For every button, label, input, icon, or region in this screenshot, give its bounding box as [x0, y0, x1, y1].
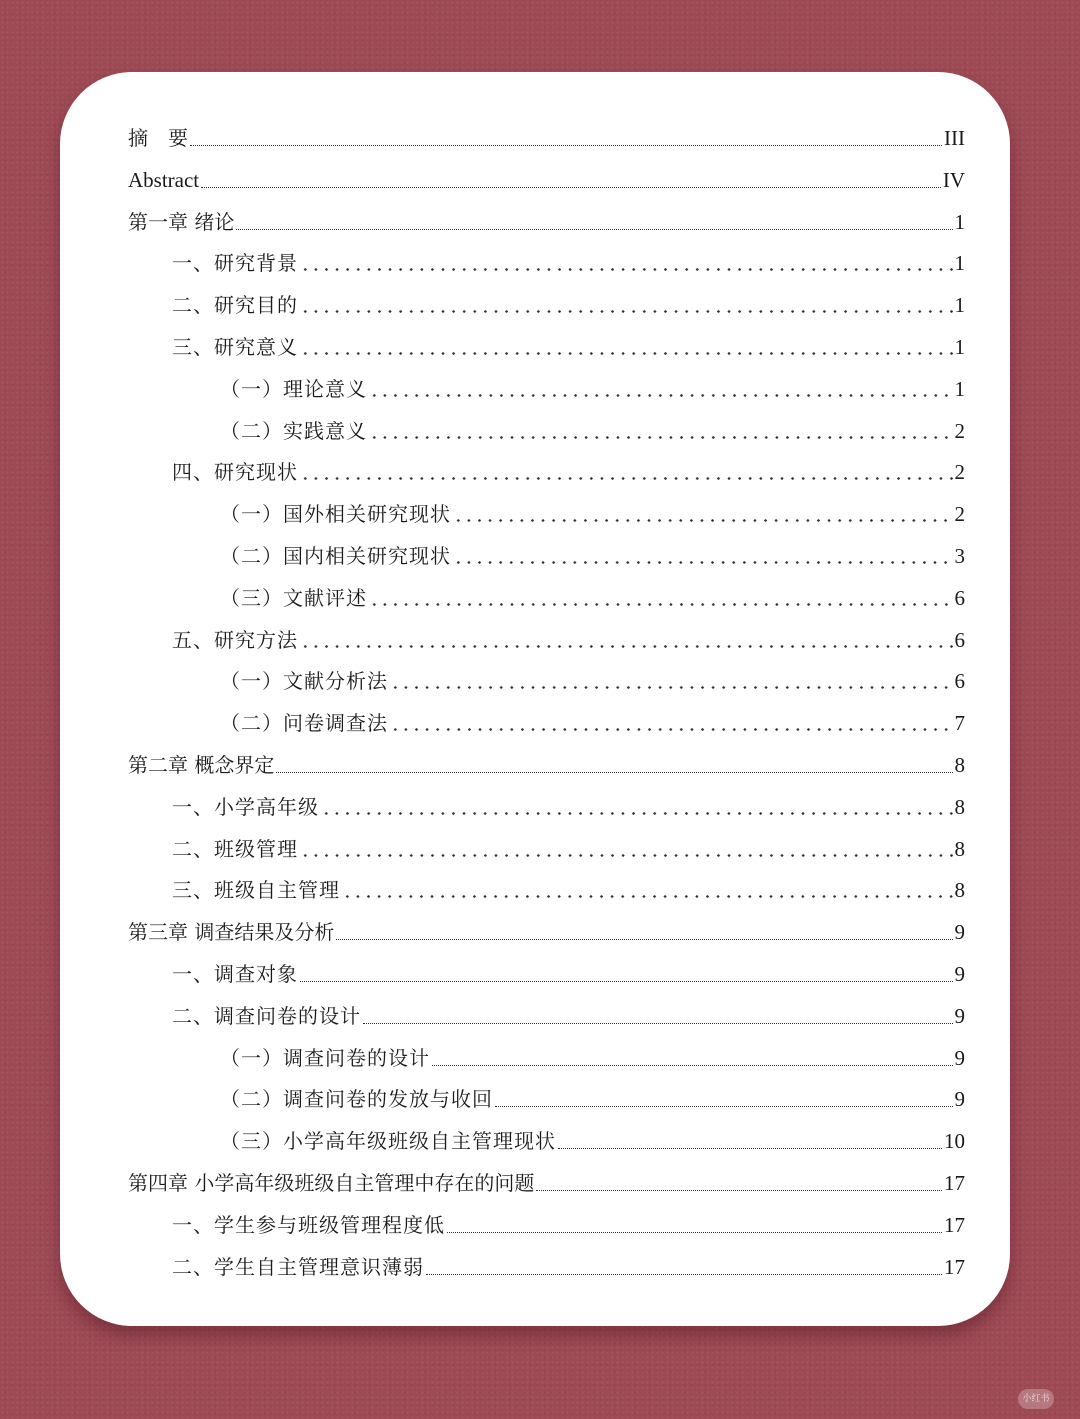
toc-entry-title: 第一章 绪论: [128, 209, 235, 234]
toc-entry-title: 一、研究背景: [172, 251, 298, 276]
toc-entry-title: 第四章 小学高年级班级自主管理中存在的问题: [128, 1171, 535, 1195]
toc-entry-title: Abstract: [128, 167, 200, 192]
toc-entry[interactable]: [128, 662, 965, 696]
toc-entry-page-number: 17: [944, 1212, 965, 1237]
toc-dot-leader: [453, 561, 953, 564]
toc-dot-leader: [236, 229, 952, 230]
toc-entry-page-number: 2: [954, 502, 965, 527]
toc-dot-leader: [342, 895, 953, 898]
toc-entry[interactable]: [128, 161, 965, 195]
toc-entry-page-number: 3: [954, 544, 965, 568]
toc-entry[interactable]: [128, 1164, 965, 1198]
toc-entry[interactable]: [128, 788, 965, 822]
toc-entry-page-number: 8: [954, 794, 965, 819]
toc-entry[interactable]: [128, 453, 965, 487]
toc-entry-title: （二）实践意义: [220, 418, 367, 443]
toc-entry-title: （三）文献评述: [220, 585, 367, 610]
toc-entry-page-number: 8: [954, 878, 965, 903]
toc-entry[interactable]: [128, 1248, 965, 1282]
toc-entry-page-number: 6: [954, 669, 965, 694]
toc-dot-leader: [447, 1232, 942, 1233]
toc-entry[interactable]: [128, 621, 965, 655]
toc-entry-title: （一）调查问卷的设计: [220, 1045, 430, 1070]
toc-dot-leader: [321, 812, 953, 815]
toc-entry-page-number: 1: [954, 251, 965, 276]
toc-entry-page-number: 9: [954, 920, 965, 945]
toc-entry-page-number: 10: [944, 1129, 965, 1154]
toc-entry-title: （一）理论意义: [220, 376, 367, 401]
toc-entry-title: （二）调查问卷的发放与收回: [220, 1087, 493, 1112]
toc-entry-title: 二、调查问卷的设计: [172, 1003, 361, 1028]
toc-dot-leader: [300, 477, 953, 480]
toc-entry-title: （一）国外相关研究现状: [220, 502, 451, 527]
toc-dot-leader: [369, 603, 953, 606]
toc-entry-page-number: III: [944, 126, 965, 150]
toc-entry-page-number: 1: [954, 209, 965, 234]
toc-dot-leader: [300, 352, 953, 355]
toc-entry-page-number: 6: [954, 627, 965, 652]
toc-dot-leader: [369, 436, 953, 439]
toc-entry-page-number: 8: [954, 753, 965, 777]
toc-dot-leader: [363, 1023, 953, 1024]
toc-entry-title: 三、班级自主管理: [172, 878, 340, 903]
toc-dot-leader: [432, 1065, 953, 1066]
toc-entry[interactable]: [128, 1206, 965, 1240]
watermark-logo: 小红书: [1018, 1389, 1054, 1409]
toc-dot-leader: [336, 939, 952, 940]
toc-entry-title: 摘 要: [128, 126, 188, 150]
toc-dot-leader: [536, 1190, 942, 1191]
toc-entry[interactable]: [128, 913, 965, 947]
toc-dot-leader: [276, 772, 952, 773]
toc-dot-leader: [369, 394, 953, 397]
document-page: [60, 72, 1010, 1326]
toc-entry[interactable]: [128, 1039, 965, 1073]
toc-entry[interactable]: [128, 286, 965, 320]
toc-entry-page-number: 17: [944, 1254, 965, 1279]
toc-entry-page-number: 7: [954, 711, 965, 736]
toc-entry-title: 一、学生参与班级管理程度低: [172, 1212, 445, 1237]
toc-entry-title: 四、研究现状: [172, 460, 298, 485]
toc-entry-title: 三、研究意义: [172, 335, 298, 359]
toc-dot-leader: [201, 187, 941, 188]
toc-entry[interactable]: [128, 830, 965, 864]
toc-dot-leader: [390, 686, 953, 689]
toc-entry-page-number: 17: [944, 1171, 965, 1195]
toc-dot-leader: [495, 1106, 953, 1107]
toc-dot-leader: [300, 268, 953, 271]
toc-dot-leader: [453, 519, 953, 522]
toc-entry[interactable]: [128, 997, 965, 1031]
toc-entry-page-number: 1: [954, 335, 965, 359]
toc-entry-title: 五、研究方法: [172, 627, 298, 652]
toc-dot-leader: [190, 145, 942, 146]
toc-entry-title: （二）国内相关研究现状: [220, 544, 451, 568]
toc-entry-page-number: 2: [954, 460, 965, 485]
toc-entry[interactable]: [128, 955, 965, 989]
toc-entry[interactable]: [128, 328, 965, 362]
toc-entry-title: 一、调查对象: [172, 962, 298, 986]
toc-entry-title: （一）文献分析法: [220, 669, 388, 694]
toc-entry[interactable]: [128, 704, 965, 738]
toc-dot-leader: [390, 728, 953, 731]
toc-entry-title: 二、学生自主管理意识薄弱: [172, 1254, 424, 1279]
toc-entry-title: 二、研究目的: [172, 293, 298, 318]
toc-entry-title: 二、班级管理: [172, 836, 298, 861]
toc-dot-leader: [426, 1274, 942, 1275]
toc-entry-page-number: 1: [954, 293, 965, 318]
toc-dot-leader: [300, 981, 953, 982]
toc-entry-page-number: 9: [954, 1045, 965, 1070]
toc-entry[interactable]: [128, 495, 965, 529]
toc-entry[interactable]: [128, 412, 965, 446]
toc-entry-page-number: 6: [954, 585, 965, 610]
toc-entry-page-number: 8: [954, 836, 965, 861]
toc-entry[interactable]: [128, 579, 965, 613]
toc-entry[interactable]: [128, 537, 965, 571]
toc-dot-leader: [300, 310, 953, 313]
toc-entry[interactable]: [128, 746, 965, 780]
toc-entry[interactable]: [128, 244, 965, 278]
toc-entry[interactable]: [128, 119, 965, 153]
toc-entry-title: 一、小学高年级: [172, 794, 319, 819]
toc-entry-title: （二）问卷调查法: [220, 711, 388, 736]
toc-dot-leader: [558, 1148, 942, 1149]
toc-entry-page-number: 2: [954, 418, 965, 443]
toc-entry[interactable]: [128, 203, 965, 237]
toc-entry[interactable]: [128, 871, 965, 905]
toc-entry-page-number: 9: [954, 962, 965, 986]
toc-entry-page-number: 1: [954, 376, 965, 401]
toc-entry-page-number: 9: [954, 1087, 965, 1112]
toc-dot-leader: [300, 645, 953, 648]
toc-dot-leader: [300, 854, 953, 857]
toc-entry-title: 第二章 概念界定: [128, 753, 275, 777]
toc-entry-page-number: 9: [954, 1003, 965, 1028]
toc-entry-page-number: IV: [942, 167, 965, 192]
toc-entry[interactable]: [128, 370, 965, 404]
toc-entry[interactable]: [128, 1080, 965, 1114]
toc-entry[interactable]: [128, 1122, 965, 1156]
toc-entry-title: 第三章 调查结果及分析: [128, 920, 335, 945]
toc-entry-title: （三）小学高年级班级自主管理现状: [220, 1129, 556, 1154]
